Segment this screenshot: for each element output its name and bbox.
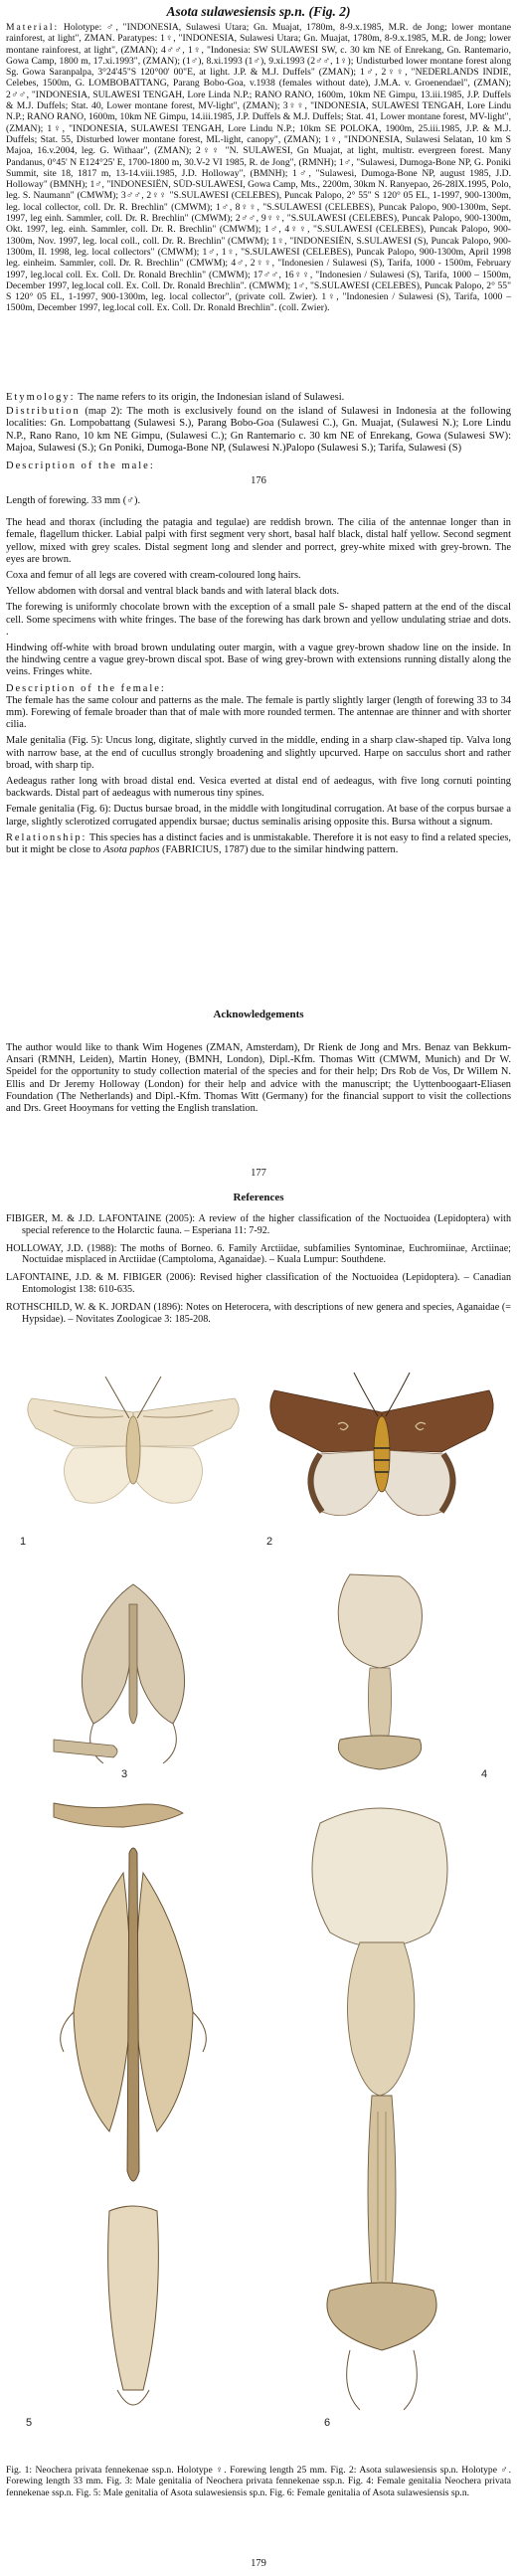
fig-4-genitalia-image bbox=[260, 1564, 503, 1783]
species-suffix: sp.n. (Fig. 2) bbox=[275, 4, 351, 19]
male-abdomen-paragraph: Yellow abdomen with dorsal and ventral black bands and with lateral black dots. bbox=[6, 586, 340, 598]
figure-number: 2 bbox=[266, 1536, 273, 1548]
figure-number: 5 bbox=[26, 2417, 33, 2429]
male-head-paragraph: The head and thorax (including the patagia and tegulae) are reddish brown. The cilia of the antennae longer than in female, flagellum thicker. Labial palpi with first segment very short, basal half black, distal half yellow. Second segment yellow, mixed with grey scales. Distal segment long and slender and porrect, grey-white mixed with grey-brown. The eyes are brown. bbox=[6, 517, 511, 565]
fig-1-moth-image bbox=[14, 1351, 253, 1555]
figure-number: 1 bbox=[20, 1536, 27, 1548]
related-species: Asota paphos bbox=[103, 844, 160, 856]
distribution-label: Distribution bbox=[6, 406, 81, 417]
material-text: Holotype: ♂, "INDONESIA, Sulawesi Utara; Gn. Muajat, 1780m, 8-9.x.1985, M.R. de Jong; lower montane rainforest, at light", ZMAN. Paratypes: 1♀, "INDONESIA, Sulawesi Utara; Gn. Muajat, 1780m, 8-9.x.1985, M.R. de Jong; lower montane rainforest, at light", (ZMAN); 4♂♂, 1♀, "Indonesia: SW SULAWESI SW, c. 30 km NE of Enrekang, Gn. Rantemario, Gowa Camp, 1800 m, 17.xi.1993", (ZMAN); (1♂), 8.xi.1993 (1♂), 9.xi.1993 (2♂♂, 1♀); Undisturbed lower montane forest along Sg. Gowa Saranpalpa, 3°24'45"S 120°00' 00"E, at light. J.P. & M.J. Duffels" (ZMAN); 1♂, 2♀♀, "NEDERLANDS INDIE, Celebes, 1500m, G. LOMBOBATTANG, Parang Bobo-Goa, v.1938 (females without date), J.M.A. v. Groenendael", (ZMAN); 2♂♂, "INDONESIA, SULAWESI TENGAH, Lore Linda N.P.; RANO RANO, 1600m, 10km NE Gimpu, 13.iii.1985, J.P. Duffels & M.J. Duffels; Stat. 40, Lower montane forest, MV-light", (ZMAN); 3♀♀, "INDONESIA, SULAWESI TENGAH, Lore Lindu N.P.; RANO RANO, 1600m, 10km NE Gimpu, 14.iii.1985, J.P. Duffels & M.J. Duffels; Stat. 41, Lower montane forest, MV-light", (ZMAN); 1♀, "INDONESIA, SULAWESI TENGAH, Lore Lindu N.P.; 10km SE POLOKA, 1900m, 25.iii.1985, J.P. & M.J. Duffels; Stat. 55, Disturbed lower montane forest, ML-light, canopy", (ZMAN); 1♀, "INDONESIA, Sulawesi Selatan, 10 km S Majoa, 16.v.2004, leg. G. Withaar", (ZMAN); 2♀♀ "N. SULAWESI, Gn Muajat, at light, multistr. evergreen forest. Many Pandanus, 0°45' N E124°25' E, 1700-1800 m, 30.V-2 VI 1985, R. de Jong", (RMNH); 1♂, "Sulawesi, Dumoga-Bone NP, G. Poniki Summit, site 18, 1817 m, 13-14.viii.1985, J.D. Holloway", (BMNH); 1♂, "Sulawesi, Dumoga-Bone NP, august 1985, J.D. Holloway" (BMNH); 1♂, "INDONESIËN, SÜD-SULAWESI, Gowa Camp, Mts., 2200m, 30km N. Ranyepao, 26-28IX.1995, Polo, leg. S. Naumann" (CMWM); 3♂♂, 2♀♀ "S.SULAWESI (CELEBES), Puncak Palopo, 2° 55" S 120° 05 EL, 1-1997, 900-1300m, leg. local collector, coll. Dr. R. Brechlin" (CMWM); 1♂, 8♀♀, "S.SULAWESI (CELEBES), Puncak Palopo, 900-1300m, Sept. 1997, leg einh. Sammler, coll. Dr. R. Brechlin" (CMWM); 2♂♂, 9♀♀, "S.SULAWESI (CELEBES), Puncak Palopo, 900-1300m, Okt. 1997, leg. einh. Sammler, coll. Dr. R. Brechlin" (CMWM); 1♂, 4♀♀, "S.SULAWESI (CELEBES), Puncak Palopo, 900-1300m, Nov. 1997, leg. local coll., coll. Dr. R. Brechlin" (CMWM); 1♀, "INDONESIËN, S.SULAWESI (S), Puncak Palopo, 900-1300m, II. 1998, leg. local collectors" (CMWM); 1♂, 1♀, "S.SULAWESI (CELEBES), Puncak Palopo, 900-1300m, April 1998 leg. einheim. Sammler, coll. Dr. R. Brechlin" (CMWM); 4♂, 2♀♀, "Indonesien / Sulawesi (S), Tarifa, 1000 - 1500m, February 1997, leg.local coll. Ex. Coll. Dr. Ronald Brechlin" (CMWM); 17♂♂, 16♀♀, "Indonesien / Sulawesi (S), Tarifa, 1000 – 1500m, December 1997, leg.local coll. Ex. Coll. Dr. Ronald Brechlin". (CMWM); 1♂, "S.SULAWESI (CELEBES), Puncak Palopo, 2° 55" S 120° 05 EL, 1-1997, 900-1300m, leg. local collector", (private coll. Zwier). 1♀, "Indonesien / Sulawesi (S), Tarifa, 1000 – 1500m, December 1997, leg.local coll. Ex. Coll. Dr. Ronald Brechlin". (coll. Zwier). bbox=[6, 22, 511, 314]
relationship-text: This species has a distinct facies and is unmistakable. Therefore it is not easy to find a related species, but it might be close to bbox=[6, 831, 511, 856]
figure-plate bbox=[14, 1351, 503, 2455]
aedeagus-paragraph: Aedeagus rather long with broad distal end. Vesica everted at distal end of aedeagus, with five long cornuti pointing backwards. Distal part of aedeagus with numerous tiny spines. bbox=[6, 776, 511, 800]
relationship-label: Relationship: bbox=[6, 831, 87, 843]
relationship-paragraph bbox=[6, 832, 511, 856]
fig-2-moth-image bbox=[260, 1351, 503, 1555]
references-list bbox=[6, 1213, 511, 1331]
distribution-text: (map 2): The moth is exclusively found on the island of Sulawesi in Indonesia at the following localities: Gn. Lompobattang (Sulawesi S.), Parang Bobo-Goa (Sulawesi C.), Gn. Muajat, (Sulawesi N.); Lore Lindu N.P., Rano Rano, 10 km NE Gimpu, (Sulawesi C.); Gn Rantemario c. 30 km NE of Enrekang, Gowa (Sulawesi SW): Majoa, Sulawesi (S.); Gn Poniki, Dumoga-Bone NP, (Sulawesi N.)Palopo (Sulawesi S.); Tarifa, Sulawesi (S) bbox=[6, 406, 511, 455]
reference-item: HOLLOWAY, J.D. (1988): The moths of Borneo. 6. Family Arctiidae, subfamilies Syntominae, Euchromiinae, Arctiinae; Noctuidae misplaced in Arctiidae (Camptoloma, Aganaidae). – Kuala Lumpur: Southdene. bbox=[6, 1242, 511, 1266]
male-hindwing-paragraph: Hindwing off-white with broad brown undulating outer margin, with a vague grey-brown shadow line on the inside. In the hindwing centre a vague grey-brown discal spot. Base of wing grey-brown with extensions running distally along the veins. Fringes white. bbox=[6, 643, 511, 678]
fig-5-genitalia-image bbox=[14, 1793, 253, 2440]
male-description-heading: Description of the male: bbox=[6, 460, 155, 471]
etymology-label: Etymology: bbox=[6, 392, 76, 403]
distribution-section bbox=[6, 406, 511, 456]
female-description-heading: Description of the female: bbox=[6, 682, 166, 694]
fig-3-genitalia-image bbox=[14, 1564, 253, 1783]
female-paragraph: The female has the same colour and patterns as the male. The female is partly slightly larger (length of forewing 33 to 34 mm). Forewing of female broader than that of male with more rounded termen. The antennae are thinner and with shorter cilia. bbox=[6, 694, 511, 731]
figure-number: 4 bbox=[481, 1768, 488, 1780]
forewing-length: Length of forewing. 33 mm (♂). bbox=[6, 495, 141, 506]
reference-item: ROTHSCHILD, W. & K. JORDAN (1896): Notes on Heterocera, with descriptions of new genera and species, Aganaidae (= Hypsidae). – Novitates Zoologicae 3: 185-208. bbox=[6, 1301, 511, 1325]
page-number-179: 179 bbox=[251, 2558, 266, 2569]
male-genitalia-paragraph: Male genitalia (Fig. 5): Uncus long, digitate, slightly curved in the middle, ending in a sharp claw-shaped tip. Valva long with narrow base, at the end of cucullus strongly broadening and slightly upcurved. Harpe on sacculus short and rather broad, with sharp tip. bbox=[6, 735, 511, 771]
figure-number: 3 bbox=[121, 1768, 128, 1780]
species-name: Asota sulawesiensis bbox=[166, 4, 276, 19]
male-description bbox=[6, 495, 511, 860]
acknowledgements-text: The author would like to thank Wim Hogenes (ZMAN, Amsterdam), Dr Rienk de Jong and Mrs. Benaz van Bekkum-Ansari (RMNH, Leiden), Martin Honey, (BMNH, London), Dipl.-Kfm. Thomas Witt (CMWM, Munich) and Dr W. Speidel for the opportunity to study collection material of the species and for their help; Drs Rob de Vos, Dr Willem N. Ellis and Dr Jeremy Holloway (London) for their help and advice with the manuscript; the Uyttenboogaart-Eliasen Foundation (The Netherlands) and Dipl.-Kfm. Thomas Witt (Germany) for the financial support to visit the collections and Drs. Greet Hooymans for vetting the English translation. bbox=[6, 1042, 511, 1115]
references-heading: References bbox=[233, 1192, 284, 1203]
page-number-177: 177 bbox=[251, 1168, 266, 1179]
page-number-176: 176 bbox=[251, 475, 266, 486]
material-section bbox=[6, 22, 511, 314]
acknowledgements-heading: Acknowledgements bbox=[213, 1009, 304, 1020]
material-label: Material: bbox=[6, 22, 60, 33]
fig-6-genitalia-image bbox=[260, 1793, 503, 2440]
male-legs-paragraph: Coxa and femur of all legs are covered with cream-coloured long hairs. bbox=[6, 570, 301, 582]
male-forewing-paragraph: The forewing is uniformly chocolate brown with the exception of a small pale S- shaped pattern at the end of the discal cell. Some specimens with white fringes. The base of the forewing has dark brown and yellow undulating striae and dots. . bbox=[6, 602, 511, 638]
reference-item: FIBIGER, M. & J.D. LAFONTAINE (2005): A review of the higher classification of the Noctuoidea (Lepidoptera) with special reference to the Holarctic fauna. – Esperiana 11: 7-92. bbox=[6, 1213, 511, 1236]
figure-caption: Fig. 1: Neochera privata fennekenae ssp.n. Holotype ♀. Forewing length 25 mm. Fig. 2: Asota sulawesiensis sp.n. Holotype ♂. Forewing length 33 mm. Fig. 3: Male genitalia of Neochera privata fennekenae ssp.n. Fig. 4: Female genitalia Neochera privata fennekenae ssp.n. Fig. 5: Male genitalia of Asota sulawesiensis sp.n. Fig. 6: Female genitalia of Asota sulawesiensis sp.n. bbox=[6, 2465, 511, 2498]
female-genitalia-paragraph: Female genitalia (Fig. 6): Ductus bursae broad, in the middle with longitudinal corrugation. At base of the corpus bursae a large, slightly sclerotized corrugated appendix bursae; ductus seminalis arising opposite this. Bursa without a signum. bbox=[6, 804, 511, 828]
figure-number: 6 bbox=[324, 2417, 331, 2429]
relationship-tail: (FABRICIUS, 1787) due to the similar hindwing pattern. bbox=[159, 844, 399, 856]
species-title bbox=[6, 4, 511, 20]
etymology-section bbox=[6, 392, 511, 404]
etymology-text: The name refers to its origin, the Indonesian island of Sulawesi. bbox=[75, 392, 345, 403]
reference-item: LAFONTAINE, J.D. & M. FIBIGER (2006): Revised higher classification of the Noctuoidea (Lepidoptera). – Canadian Entomologist 138: 610-635. bbox=[6, 1272, 511, 1295]
